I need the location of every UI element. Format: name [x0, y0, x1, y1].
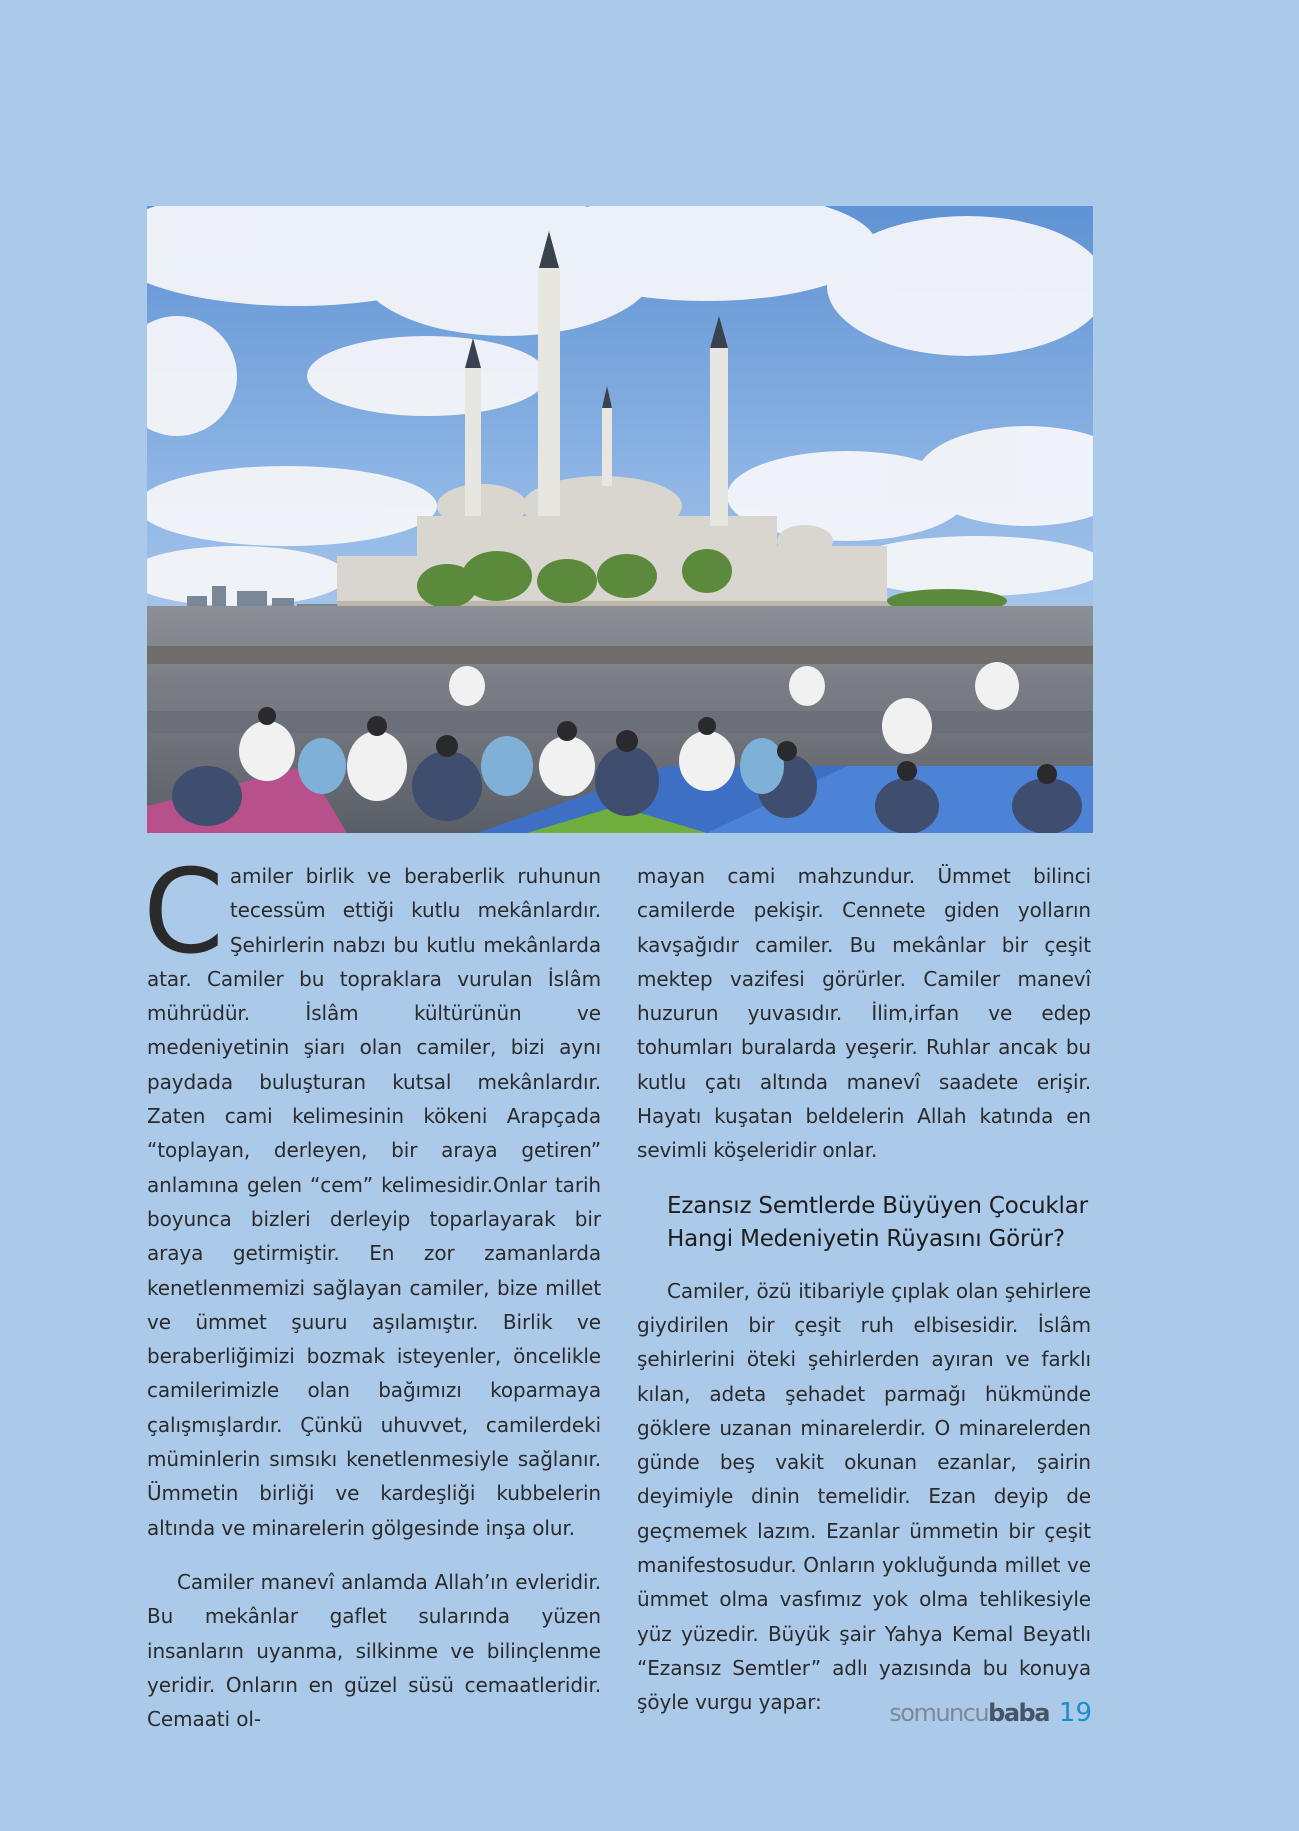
magazine-logo-part1: somuncu	[889, 1699, 989, 1727]
mosque-photo	[147, 206, 1093, 833]
drop-cap: C	[143, 845, 224, 980]
article-paragraph	[143, 845, 601, 1545]
article-paragraph: Camiler manevî anlamda Allah’ın evleridir. Bu mekânlar gaflet sularında yüzen insanların uyanma, silkinme ve bilinçlenme yeridir. Onların en güzel süsü cemaatleridir. Cemaati ol-	[147, 1569, 601, 1732]
article-paragraph: mayan cami mahzundur. Ümmet bilinci camilerde pekişir. Cennete giden yolların kavşağıdır camiler. Bu mekânlar bir çeşit mektep vazifesi görürler. Camiler manevî huzurun yuvasıdır. İlim,irfan ve edep tohumları buralarda yeşerir. Ruhlar ancak bu kutlu çatı altında manevî saadete erişir. Hayatı kuşatan beldelerin Allah katında en sevimli köşeleridir onlar.	[637, 864, 1091, 1163]
page-footer	[889, 1698, 1092, 1728]
page-number: 19	[1058, 1698, 1092, 1728]
paragraph-text: amiler birlik ve beraberlik ruhunun tecessüm ettiği kutlu mekânlardır. Şehirlerin nabzı bu kutlu mekânlarda atar. Camiler bu topraklara vurulan İslâm mührüdür. İslâm kültürünün ve medeniyetinin şiarı olan camiler, bizi aynı paydada buluşturan kutsal mekânlardır. Zaten cami kelimesinin kökeni Arapçada “toplayan, derleyen, bir araya getiren” anlamına gelen “cem” kelimesidir.Onlar tarih boyunca bizleri derleyip toparlayarak bir araya getirmiştir. En zor zamanlarda kenetlenmemizi sağlayan camiler, bize millet ve ümmet şuuru aşılamıştır. Birlik ve beraberliğimizi bozmak isteyenler, öncelikle camilerimizle olan bağımızı koparmaya çalışmışlardır. Çünkü uhuvvet, camilerdeki müminlerin sımsıkı kenetlenmesiyle sağlanır. Ümmetin birliği ve kardeşliği kubbelerin altında ve minarelerin gölgesinde inşa olur.	[147, 864, 601, 1540]
magazine-logo-part2: baba	[988, 1699, 1049, 1727]
article-column-right	[637, 859, 1091, 1720]
section-subheading: Ezansız Semtlerde Büyüyen Çocuklar Hangi Medeniyetin Rüyasını Görür?	[667, 1192, 1088, 1252]
article-paragraph: Camiler, özü itibariyle çıplak olan şehirlere giydirilen bir çeşit ruh elbisesidir. İslâm şehirlerini öteki şehirlerden ayıran ve farklı kılan, adeta şehadet parmağı hükmünde göklere uzanan minarelerdir. O minarelerden günde beş vakit okunan ezanlar, şairin deyimiyle dinin temelidir. Ezan deyip de geçmemek lazım. Ezanlar ümmetin bir çeşit manifestosudur. Onların yokluğunda millet ve ümmet olma vasfımız yok olma tehlikesiyle yüz yüzedir. Büyük şair Yahya Kemal Beyatlı “Ezansız Semtler” adlı yazısında bu konuya şöyle vurgu yapar:	[637, 1278, 1091, 1715]
article-column-left	[143, 845, 601, 1736]
